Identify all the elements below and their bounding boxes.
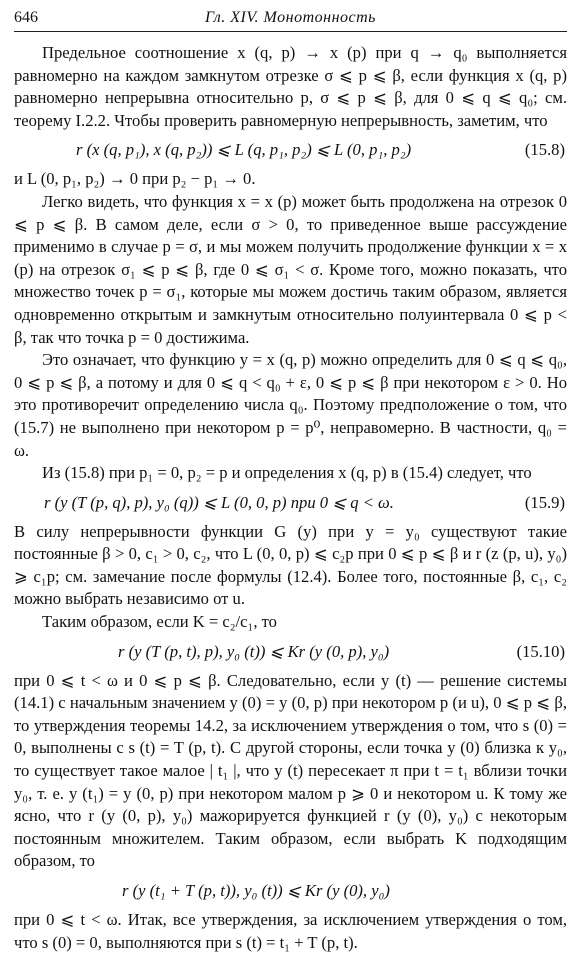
equation — [14, 132, 567, 168]
equation-number: (15.9) — [524, 492, 565, 512]
paragraph: Предельное соотношение x (q, p) → x (p) при q → q₀ выполняется равномерно на каждом замкнутом отрезке σ ⩽ p ⩽ β, если функция x (q, p) равномерно непрерывна относительно p, σ ⩽ p ⩽ β, для 0 ⩽ q ⩽ q₀; см. теорему I.2.2. Чтобы проверить равномерную непрерывность, заметим, что — [14, 43, 567, 130]
equation-text: r (y (t₁ + T (p, t)), y₀ (t)) ⩽ Kr (y (0), y₀) — [122, 881, 390, 900]
page-number: 646 — [14, 9, 38, 26]
page-body — [14, 42, 567, 954]
paragraph: Из (15.8) при p₁ = 0, p₂ = p и определения x (q, p) в (15.4) следует, что — [42, 463, 532, 483]
equation-number: (15.8) — [524, 140, 565, 160]
equation-number: (15.10) — [516, 641, 565, 661]
paragraph: Легко видеть, что функция x = x (p) может быть продолжена на отрезок 0 ⩽ p ⩽ β. В самом деле, если σ > 0, то приведенное выше рассуждение применимо в случае p = σ, и мы можем получить продолжение функции x = x (p) на отрезок σ₁ ⩽ p ⩽ β, где 0 ⩽ σ₁ < σ. Кроме того, можно показать, что множество точек p = σ₁, которые мы можем достичь таким образом, является одновременно открытым и замкнутым относительно полуинтервала 0 ⩽ p < β, так что точка p = 0 достижима. — [14, 191, 567, 347]
paragraph: при 0 ⩽ t < ω и 0 ⩽ p ⩽ β. Следовательно, если y (t) — решение системы (14.1) с начальным значением y (0) = y (0, p) при некотором p (и u), 0 ⩽ p ⩽ β, то утверждения теоремы 14.2, за исключением утверждения о том, что s (0) = 0, выполнены с s (t) = T (p, t). С другой стороны, если точка y (0) близка к y₀, то существует такое малое | t₁ |, что y (t) пересекает π при t = t₁ вблизи точки y₀, т. е. y (t₁) = y (0, p) при некотором малом p ⩾ 0 и некотором u. К тому же ясно, что r (y (0, p), y₀) мажорируется функцией r (y (0), y₀) с некоторым постоянным множителем. Таким образом, если выбрать K подходящим образом, то — [14, 670, 567, 871]
running-title: Гл. XIV. Монотонность — [205, 9, 376, 26]
paragraph: при 0 ⩽ t < ω. Итак, все утверждения, за исключением утверждения о том, что s (0) = 0, выполняются при s (t) = t₁ + T (p, t). — [14, 910, 567, 952]
equation-text: r (x (q, p₁), x (q, p₂)) ⩽ L (q, p₁, p₂) ⩽ L (0, p₁, p₂) — [76, 140, 412, 160]
equation — [14, 873, 567, 909]
equation-text: r (y (T (p, t), p), y₀ (t)) ⩽ Kr (y (0, p), y₀) — [118, 641, 390, 661]
page-header — [14, 9, 567, 32]
paragraph: В силу непрерывности функции G (y) при y = y₀ существуют такие постоянные β > 0, c₁ > 0, c₂, что L (0, 0, p) ⩽ c₂p при 0 ⩽ p ⩽ β и r (z (p, u), y₀) ⩾ c₁p; см. замечание после формулы (12.4). Более того, постоянные β, c₁, c₂ можно выбрать независимо от u. — [14, 521, 567, 609]
equation-text: r (y (T (p, q), p), y₀ (q)) ⩽ L (0, 0, p) при 0 ⩽ q < ω. — [44, 492, 394, 512]
paragraph: Таким образом, если K = c₂/c₁, то — [42, 612, 277, 632]
equation — [14, 485, 567, 521]
paragraph: Это означает, что функцию y = x (q, p) можно определить для 0 ⩽ q ⩽ q₀, 0 ⩽ p ⩽ β, а потому и для 0 ⩽ q < q₀ + ε, 0 ⩽ p ⩽ β при некотором ε > 0. Но это противоречит определению числа q₀. Поэтому предположение о том, что (15.7) не выполнено при некотором p = p⁰, неправомерно. В частности, q₀ = ω. — [14, 350, 567, 460]
equation — [14, 634, 567, 670]
paragraph: и L (0, p₁, p₂) → 0 при p₂ − p₁ → 0. — [14, 169, 256, 189]
